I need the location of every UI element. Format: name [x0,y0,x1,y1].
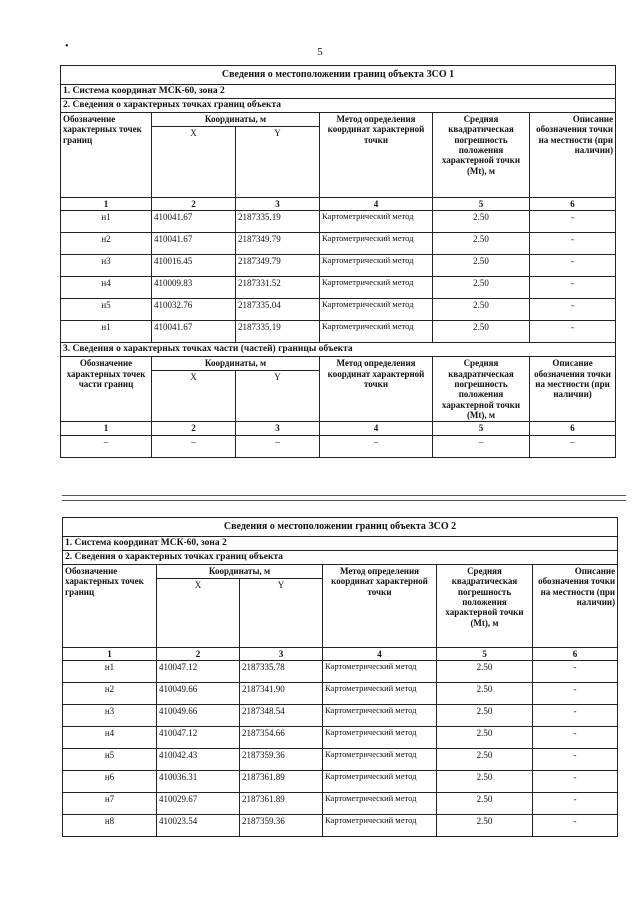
coord-x: 410049.66 [157,705,240,727]
coord-y: 2187348.54 [240,705,323,727]
mt-cell: – [433,435,530,457]
coord-x: 410009.83 [152,277,236,299]
header-coords: Координаты, м [157,565,323,579]
zso2-points-body [63,661,618,837]
col-num: 6 [530,198,616,211]
col-num: 3 [236,422,320,435]
coord-y: – [236,435,320,457]
coord-y: 2187335.19 [236,321,320,343]
header-description: Описание обозначения точки на местности (при наличии) [533,565,618,648]
coord-y: 2187354.66 [240,727,323,749]
col-num: 6 [530,422,616,435]
table-row [63,683,618,705]
description-cell: - [530,299,616,321]
header-x: X [157,579,240,648]
mt-cell: 2.50 [437,661,533,683]
col-num: 4 [320,422,433,435]
table-row [61,277,616,299]
mt-cell: 2.50 [437,793,533,815]
table-row [63,793,618,815]
point-id: н2 [61,233,152,255]
zso2-table [62,517,618,837]
table-row [63,815,618,837]
description-cell: - [533,705,618,727]
mt-cell: 2.50 [437,771,533,793]
header-coords: Координаты, м [152,113,320,127]
header-y: Y [240,579,323,648]
method-cell: Картометрический метод [320,277,433,299]
zso1-title: Сведения о местоположении границ объекта ЗСО 1 [61,66,616,85]
point-id: н3 [63,705,157,727]
description-cell: - [533,727,618,749]
column-numbers-row [61,198,616,211]
method-cell: Картометрический метод [323,727,437,749]
description-cell: - [530,255,616,277]
mt-cell: 2.50 [437,727,533,749]
method-cell: Картометрический метод [323,815,437,837]
coord-y: 2187331.52 [236,277,320,299]
point-id: н7 [63,793,157,815]
description-cell: - [530,321,616,343]
point-id: н8 [63,815,157,837]
point-id: н4 [63,727,157,749]
col-num: 5 [437,648,533,661]
table-row [63,727,618,749]
point-id: – [61,435,152,457]
coord-x: 410029.67 [157,793,240,815]
method-cell: Картометрический метод [323,705,437,727]
coord-y: 2187349.79 [236,233,320,255]
table-row [61,321,616,343]
coord-x: 410016.45 [152,255,236,277]
point-id: н5 [61,299,152,321]
zso2-section2-title: 2. Сведения о характерных точках границ объекта [63,551,618,565]
coord-x: 410042.43 [157,749,240,771]
point-id: н3 [61,255,152,277]
mt-cell: 2.50 [437,705,533,727]
point-id: н1 [61,321,152,343]
coord-y: 2187359.36 [240,815,323,837]
method-cell: Картометрический метод [323,749,437,771]
method-cell: Картометрический метод [320,255,433,277]
method-cell: Картометрический метод [320,299,433,321]
zso2-title: Сведения о местоположении границ объекта ЗСО 2 [63,518,618,537]
column-numbers-row-3 [61,422,616,435]
method-cell: Картометрический метод [320,321,433,343]
table-row [61,435,616,457]
description-cell: - [530,233,616,255]
point-id: н1 [61,211,152,233]
header-description: Описание обозначения точки на местности (при наличии) [530,113,616,198]
col-num: 1 [61,198,152,211]
zso1-coord-system: 1. Система координат МСК-60, зона 2 [61,85,616,99]
col-num: 3 [236,198,320,211]
coord-x: – [152,435,236,457]
header3-y: Y [236,371,320,422]
coord-x: 410036.31 [157,771,240,793]
column-numbers-row [63,648,618,661]
coord-x: 410041.67 [152,321,236,343]
header-method: Метод определения координат характерной точки [323,565,437,648]
point-id: н1 [63,661,157,683]
table-row [63,771,618,793]
mt-cell: 2.50 [433,233,530,255]
separator-line [62,500,626,501]
description-cell: - [533,771,618,793]
method-cell: Картометрический метод [323,683,437,705]
method-cell: Картометрический метод [323,661,437,683]
header3-description: Описание обозначения точки на местности (при наличии) [530,357,616,422]
col-num: 5 [433,198,530,211]
mt-cell: 2.50 [433,277,530,299]
page-number: 5 [317,46,323,58]
coord-x: 410023.54 [157,815,240,837]
col-num: 3 [240,648,323,661]
coord-y: 2187361.89 [240,771,323,793]
mt-cell: 2.50 [437,749,533,771]
header-y: Y [236,127,320,198]
col-num: 2 [152,422,236,435]
header-x: X [152,127,236,198]
header-error: Средняя квадратическая погрешность положения характерной точки (Mt), м [433,113,530,198]
zso1-part-points-body [61,435,616,457]
coord-x: 410047.12 [157,661,240,683]
header3-error: Средняя квадратическая погрешность положения характерной точки (Mt), м [433,357,530,422]
description-cell: – [530,435,616,457]
coord-y: 2187335.04 [236,299,320,321]
coord-y: 2187361.89 [240,793,323,815]
separator-line [62,495,626,496]
header-designation: Обозначение характерных точек границ [61,113,152,198]
description-cell: - [533,815,618,837]
point-id: н2 [63,683,157,705]
col-num: 1 [63,648,157,661]
table-row [63,749,618,771]
col-num: 1 [61,422,152,435]
table-row [61,211,616,233]
zso1-table [60,65,616,458]
method-cell: Картометрический метод [320,211,433,233]
coord-y: 2187335.19 [236,211,320,233]
method-cell: Картометрический метод [323,771,437,793]
point-id: н5 [63,749,157,771]
description-cell: - [530,211,616,233]
col-num: 4 [320,198,433,211]
header3-x: X [152,371,236,422]
coord-y: 2187341.90 [240,683,323,705]
stray-dot: • [65,41,69,52]
header3-coords: Координаты, м [152,357,320,371]
header-error: Средняя квадратическая погрешность положения характерной точки (Mt), м [437,565,533,648]
mt-cell: 2.50 [433,255,530,277]
description-cell: - [533,793,618,815]
header3-method: Метод определения координат характерной точки [320,357,433,422]
description-cell: - [533,661,618,683]
point-id: н4 [61,277,152,299]
coord-x: 410047.12 [157,727,240,749]
table-row [61,299,616,321]
zso2-coord-system: 1. Система координат МСК-60, зона 2 [63,537,618,551]
table-row [63,705,618,727]
description-cell: - [530,277,616,299]
mt-cell: 2.50 [437,683,533,705]
coord-y: 2187335.78 [240,661,323,683]
mt-cell: 2.50 [433,321,530,343]
coord-y: 2187349.79 [236,255,320,277]
method-cell: Картометрический метод [323,793,437,815]
coord-x: 410041.67 [152,211,236,233]
mt-cell: 2.50 [437,815,533,837]
zso1-section2-title: 2. Сведения о характерных точках границ объекта [61,99,616,113]
coord-x: 410032.76 [152,299,236,321]
description-cell: - [533,749,618,771]
table-row [61,233,616,255]
description-cell: - [533,683,618,705]
table-row [61,255,616,277]
coord-x: 410049.66 [157,683,240,705]
zso1-section3-title: 3. Сведения о характерных точках части (частей) границы объекта [61,343,616,357]
zso1-points-body [61,211,616,343]
col-num: 6 [533,648,618,661]
col-num: 5 [433,422,530,435]
method-cell: – [320,435,433,457]
method-cell: Картометрический метод [320,233,433,255]
point-id: н6 [63,771,157,793]
header-designation: Обозначение характерных точек границ [63,565,157,648]
table-row [63,661,618,683]
mt-cell: 2.50 [433,211,530,233]
coord-x: 410041.67 [152,233,236,255]
col-num: 4 [323,648,437,661]
col-num: 2 [152,198,236,211]
header3-designation: Обозначение характерных точек части границ [61,357,152,422]
coord-y: 2187359.36 [240,749,323,771]
col-num: 2 [157,648,240,661]
mt-cell: 2.50 [433,299,530,321]
header-method: Метод определения координат характерной точки [320,113,433,198]
